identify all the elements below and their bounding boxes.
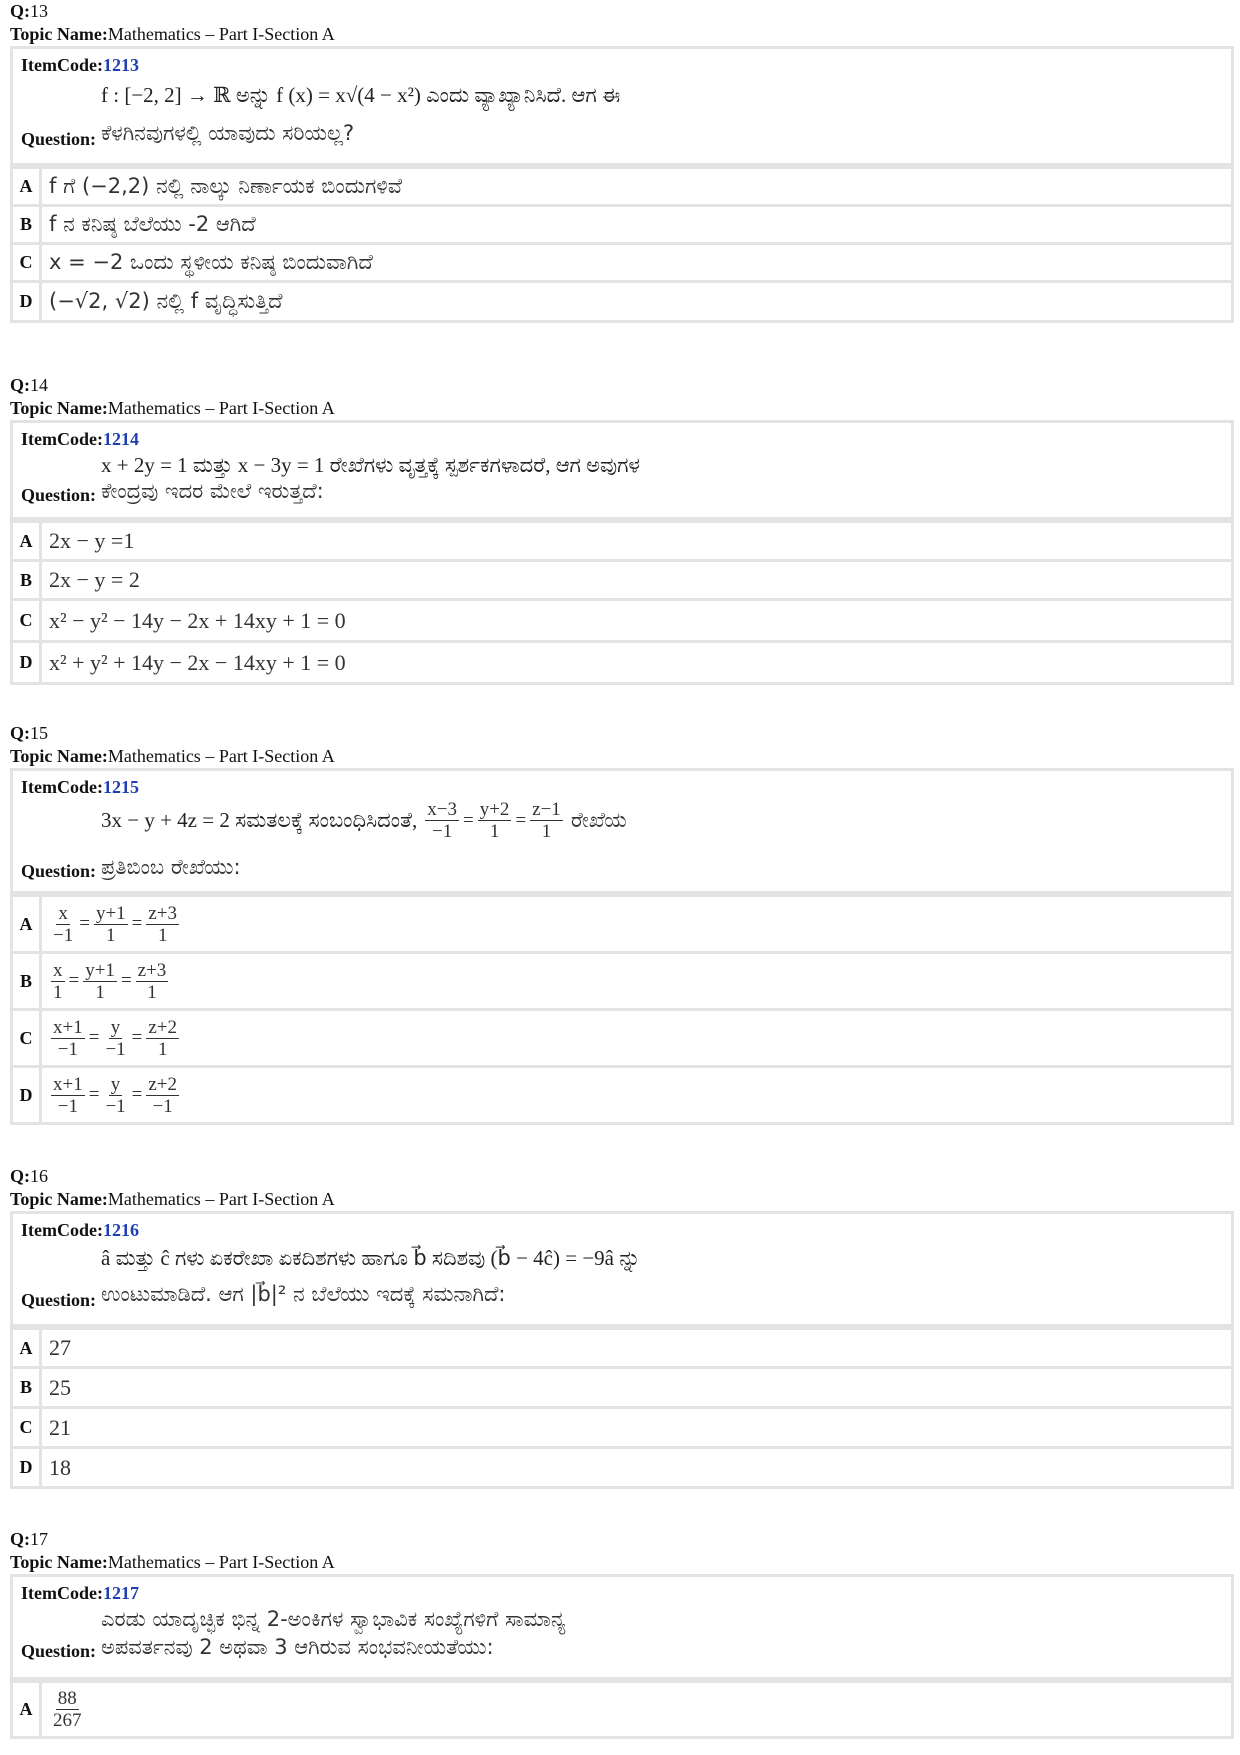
topic-name: Topic Name:Mathematics – Part I-Section A (10, 746, 335, 766)
option-b[interactable] (13, 559, 1231, 598)
fraction (103, 1074, 127, 1117)
option-equation (42, 1068, 181, 1122)
option-label: C (13, 1011, 42, 1065)
fraction-numerator: x+1 (53, 1016, 83, 1038)
fraction-numerator: 88 (57, 1688, 77, 1709)
fraction (146, 903, 179, 946)
stem-text: 3x − y + 4z = 2 ಸಮತಲಕ್ಕೆ ಸಂಬಂಧಿಸಿದಂತೆ, (101, 808, 418, 832)
fraction-denominator: 1 (106, 924, 116, 946)
equals-sign: = (463, 809, 474, 831)
fraction-denominator: 1 (147, 981, 157, 1003)
question-stem (13, 771, 1231, 894)
equals-sign: = (131, 1027, 143, 1048)
option-text: 27 (49, 1335, 71, 1360)
option-a[interactable] (13, 1327, 1231, 1366)
option-a[interactable] (13, 520, 1231, 559)
fraction (83, 960, 117, 1003)
fraction (530, 799, 563, 842)
option-text: 2x − y =1 (49, 528, 135, 553)
stem-text: ರೇಖೆಯ (570, 808, 627, 832)
stem-line-2: ಉಂಟುಮಾಡಿದೆ. ಆಗ |b⃗|² ನ ಬೆಲೆಯು ಇದಕ್ಕೆ ಸಮನಾಗಿದೆ: (101, 1282, 506, 1306)
option-b[interactable] (13, 204, 1231, 242)
question-stem (13, 1214, 1231, 1327)
fraction-numerator: y (110, 1073, 121, 1095)
option-b[interactable] (13, 951, 1231, 1008)
option-d[interactable] (13, 280, 1231, 320)
option-label: A (13, 1330, 42, 1366)
fraction-numerator: z+3 (137, 959, 167, 981)
item-code: ItemCode:1217 (21, 1583, 139, 1603)
fraction (51, 960, 65, 1003)
topic-name: Topic Name:Mathematics – Part I-Section A (10, 398, 335, 418)
item-code: ItemCode:1214 (21, 429, 139, 449)
equals-sign: = (68, 970, 80, 991)
equals-sign: = (79, 913, 90, 934)
stem-line-1 (101, 799, 627, 842)
option-label: B (13, 954, 42, 1008)
option-text: x² − y² − 14y − 2x + 14xy + 1 = 0 (49, 607, 346, 633)
equals-sign: = (120, 970, 132, 991)
stem-line-2: ಪ್ರತಿಬಿಂಬ ರೇಖೆಯು: (101, 855, 241, 879)
fraction-numerator: x (53, 959, 63, 981)
question-block-16 (10, 1165, 1234, 1489)
question-number: Q:13 (10, 1, 48, 21)
question-label: Question: (21, 129, 97, 149)
topic-name: Topic Name:Mathematics – Part I-Section A (10, 1552, 335, 1572)
question-number: Q:15 (10, 723, 48, 743)
item-code: ItemCode:1215 (21, 777, 139, 797)
fraction-numerator: x−3 (427, 799, 457, 820)
option-text: x = −2 ಒಂದು ಸ್ಥಳೀಯ ಕನಿಷ್ಠ ಬಿಂದುವಾಗಿದೆ (49, 250, 373, 274)
option-c[interactable] (13, 1406, 1231, 1446)
option-label: A (13, 1683, 42, 1736)
fraction-numerator: z+3 (148, 902, 178, 924)
fraction (51, 1688, 84, 1731)
option-c[interactable] (13, 242, 1231, 280)
fraction-denominator: −1 (152, 1095, 173, 1117)
question-label: Question: (21, 861, 97, 881)
option-label: D (13, 1449, 42, 1486)
option-label: B (13, 207, 42, 242)
option-d[interactable] (13, 1446, 1231, 1486)
option-c[interactable] (13, 1008, 1231, 1065)
fraction-numerator: z−1 (532, 799, 561, 820)
option-d[interactable] (13, 1065, 1231, 1122)
question-block-13 (10, 0, 1234, 323)
option-label: A (13, 523, 42, 559)
option-label: C (13, 601, 42, 640)
question-label: Question: (21, 1641, 97, 1661)
fraction (425, 799, 459, 842)
option-label: D (13, 1068, 42, 1122)
equals-sign: = (88, 1027, 100, 1048)
option-text: f ನ ಕನಿಷ್ಠ ಬೆಲೆಯು -2 ಆಗಿದೆ (49, 212, 256, 236)
option-equation (42, 1011, 181, 1065)
fraction-numerator: z+2 (148, 1016, 178, 1038)
item-code: ItemCode:1216 (21, 1220, 139, 1240)
fraction-denominator: 1 (95, 981, 105, 1003)
option-c[interactable] (13, 598, 1231, 640)
fraction-denominator: 1 (157, 1038, 168, 1060)
option-label: A (13, 169, 42, 204)
option-text: 25 (49, 1374, 71, 1400)
question-box (10, 46, 1234, 323)
option-d[interactable] (13, 640, 1231, 682)
equals-sign: = (515, 809, 527, 831)
fraction-denominator: −1 (53, 924, 74, 946)
option-label: A (13, 897, 42, 951)
option-equation (42, 897, 181, 951)
option-label: D (13, 283, 42, 320)
topic-name: Topic Name:Mathematics – Part I-Section A (10, 1189, 335, 1209)
option-text: 2x − y = 2 (49, 567, 140, 592)
fraction (478, 799, 512, 842)
option-a[interactable] (13, 166, 1231, 204)
question-stem (13, 49, 1231, 166)
question-stem (13, 1577, 1231, 1680)
fraction-denominator: −1 (57, 1038, 78, 1060)
stem-line-1: â ಮತ್ತು ĉ ಗಳು ಏಕರೇಖಾ ಏಕದಿಶಗಳು ಹಾಗೂ b⃗ ಸದಿಶವು (b⃗ − 4ĉ) = −9â ನ್ನು (101, 1246, 641, 1270)
question-number: Q:17 (10, 1529, 48, 1549)
question-label: Question: (21, 1290, 97, 1310)
fraction (146, 1074, 179, 1117)
option-label: C (13, 1409, 42, 1446)
fraction (136, 960, 169, 1003)
option-equation (42, 954, 170, 1008)
question-block-14 (10, 374, 1234, 685)
fraction (51, 903, 75, 946)
stem-line-1: ಎರಡು ಯಾದೃಚ್ಛಿಕ ಭಿನ್ನ 2-ಅಂಕಿಗಳ ಸ್ವಾಭಾವಿಕ ಸಂಖ್ಯೆಗಳಿಗೆ ಸಾಮಾನ್ಯ (101, 1607, 566, 1631)
fraction-denominator: 267 (53, 1710, 82, 1731)
option-equation (42, 1683, 86, 1736)
fraction-denominator: 1 (157, 924, 168, 946)
option-text: f ಗೆ (−2,2) ನಲ್ಲಿ ನಾಲ್ಕು ನಿರ್ಣಾಯಕ ಬಿಂದುಗಳಿವೆ (49, 174, 403, 198)
stem-line-equation (423, 799, 565, 842)
fraction-numerator: y+2 (479, 799, 510, 820)
fraction (51, 1017, 85, 1060)
question-label: Question: (21, 485, 97, 505)
stem-line-2: ಅಪವರ್ತನವು 2 ಅಥವಾ 3 ಆಗಿರುವ ಸಂಭವನೀಯತೆಯು: (101, 1635, 494, 1659)
equals-sign: = (131, 913, 143, 934)
fraction-denominator: −1 (105, 1095, 126, 1117)
fraction-numerator: x (58, 902, 68, 924)
topic-name: Topic Name:Mathematics – Part I-Section A (10, 24, 335, 44)
fraction-denominator: −1 (432, 821, 453, 842)
fraction-numerator: x+1 (53, 1073, 83, 1095)
question-number: Q:14 (10, 375, 48, 395)
fraction-numerator: y (110, 1016, 121, 1038)
stem-line-2: ಕೇಂದ್ರವು ಇದರ ಮೇಲೆ ಇರುತ್ತದೆ: (101, 479, 324, 503)
option-label: B (13, 562, 42, 598)
question-box (10, 1574, 1234, 1739)
stem-line-1: f : [−2, 2] → ℝ ಅನ್ನು f (x) = x√(4 − x²) ಎಂದು ವ್ಯಾಖ್ಯಾನಿಸಿದೆ. ಆಗ ಈ (101, 83, 621, 107)
fraction-denominator: 1 (53, 981, 63, 1003)
fraction-denominator: 1 (541, 821, 552, 842)
option-b[interactable] (13, 1366, 1231, 1406)
fraction-denominator: 1 (489, 821, 500, 842)
question-block-15 (10, 722, 1234, 1125)
option-label: D (13, 643, 42, 682)
question-number: Q:16 (10, 1166, 48, 1186)
fraction (103, 1017, 127, 1060)
option-text: 21 (49, 1414, 71, 1440)
fraction-numerator: y+1 (95, 902, 126, 924)
item-code: ItemCode:1213 (21, 55, 139, 75)
fraction (51, 1074, 85, 1117)
option-a[interactable] (13, 1680, 1231, 1736)
option-label: C (13, 245, 42, 280)
question-block-17 (10, 1528, 1234, 1739)
question-box (10, 420, 1234, 685)
option-text: 18 (49, 1454, 71, 1480)
option-text: x² + y² + 14y − 2x − 14xy + 1 = 0 (49, 649, 346, 675)
question-box (10, 768, 1234, 1125)
question-stem (13, 423, 1231, 520)
fraction-denominator: −1 (105, 1038, 126, 1060)
question-box (10, 1211, 1234, 1489)
option-text: (−√2, √2) ನಲ್ಲಿ f ವೃದ್ಧಿಸುತ್ತಿದೆ (49, 289, 283, 313)
equals-sign: = (88, 1084, 100, 1105)
fraction (146, 1017, 179, 1060)
option-a[interactable] (13, 894, 1231, 951)
option-label: B (13, 1369, 42, 1406)
fraction-numerator: y+1 (85, 959, 115, 981)
stem-line-1: x + 2y = 1 ಮತ್ತು x − 3y = 1 ರೇಖೆಗಳು ವೃತ್ತಕ್ಕೆ ಸ್ಪರ್ಶಕಗಳಾದರೆ, ಆಗ ಅವುಗಳ (101, 453, 640, 477)
fraction-numerator: z+2 (148, 1073, 178, 1095)
fraction-denominator: −1 (57, 1095, 78, 1117)
equals-sign: = (131, 1084, 143, 1105)
fraction (94, 903, 128, 946)
stem-line-2: ಕೆಳಗಿನವುಗಳಲ್ಲಿ ಯಾವುದು ಸರಿಯಲ್ಲ? (101, 121, 355, 145)
